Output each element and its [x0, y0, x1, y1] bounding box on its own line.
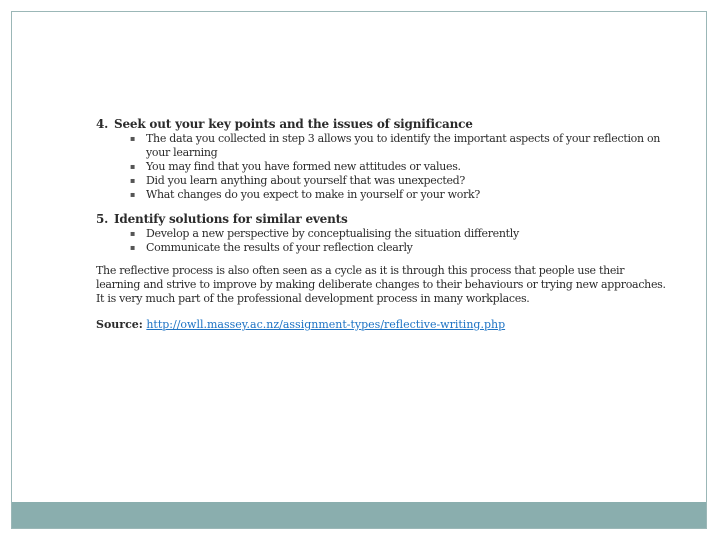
section-5-number: 5.: [96, 212, 109, 226]
list-item: ▪ The data you collected in step 3 allows you to identify the important aspects of your reflection on your learning: [130, 132, 666, 160]
section-5-title: Identify solutions for similar events: [114, 212, 348, 226]
section-4-number: 4.: [96, 117, 109, 131]
list-item: ▪ What changes do you expect to make in yourself or your work?: [130, 188, 666, 202]
list-item: ▪ Communicate the results of your reflection clearly: [130, 241, 666, 255]
section-4-title: Seek out your key points and the issues of significance: [114, 117, 473, 131]
footer-bar: [12, 502, 706, 528]
section-4-bullet-list: [96, 132, 666, 202]
section-5-bullet-list: [96, 227, 666, 255]
slide-content: [96, 116, 666, 332]
source-citation: [96, 318, 666, 332]
section-4-heading: [96, 116, 666, 132]
source-label: Source:: [96, 318, 143, 331]
source-link[interactable]: http://owll.massey.ac.nz/assignment-types/reflective-writing.php: [146, 318, 506, 331]
section-5-heading: [96, 211, 666, 227]
list-item: ▪ Did you learn anything about yourself that was unexpected?: [130, 174, 666, 188]
list-item: ▪ Develop a new perspective by conceptualising the situation differently: [130, 227, 666, 241]
reflective-process-paragraph: The reflective process is also often seen as a cycle as it is through this process that people use their learning and strive to improve by making deliberate changes to their behaviours or trying new approaches. It is very much part of the professional development process in many workplaces.: [96, 264, 666, 305]
list-item: ▪ You may find that you have formed new attitudes or values.: [130, 160, 666, 174]
